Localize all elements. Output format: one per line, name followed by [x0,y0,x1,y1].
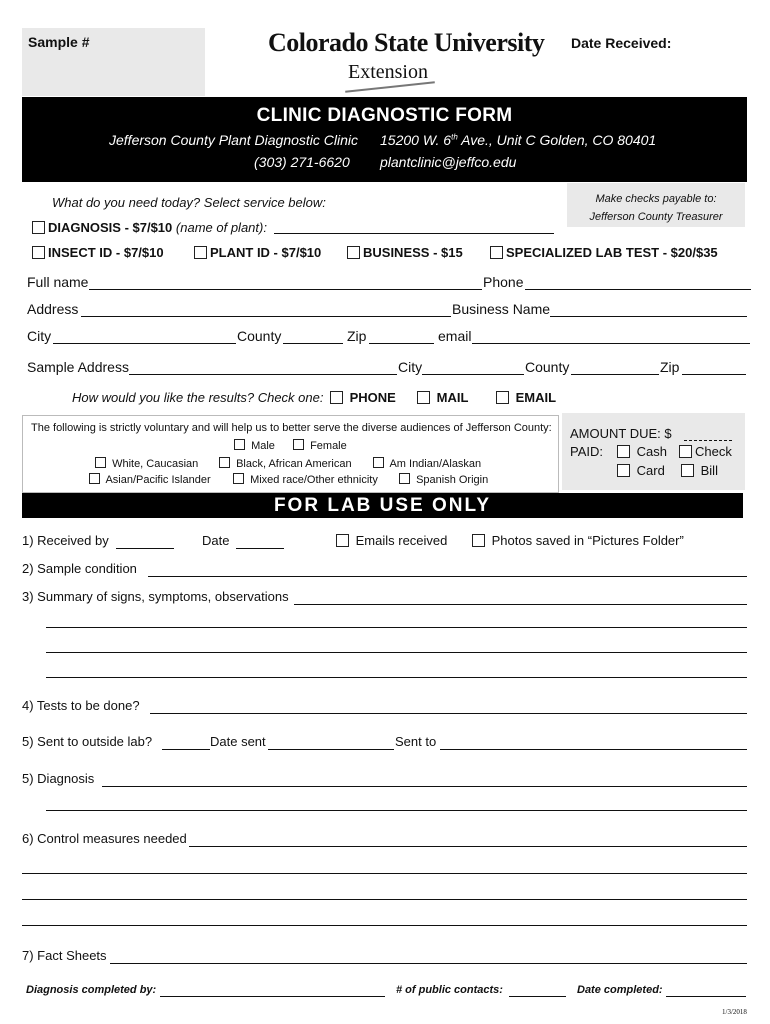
results-mail-checkbox[interactable] [417,391,430,404]
service-specialized-lab[interactable]: SPECIALIZED LAB TEST - $20/$35 [490,245,718,260]
sample-zip-field[interactable] [682,374,746,375]
business-name-field[interactable] [550,316,747,317]
photos-saved-checkbox[interactable] [472,534,485,547]
sample-zip-label: Zip [660,359,680,375]
results-phone-option[interactable]: PHONE [330,390,396,405]
black-checkbox[interactable] [219,457,230,468]
sent-outside-field[interactable] [162,749,210,750]
sent-to-label: Sent to [395,734,437,749]
sent-to-field[interactable] [440,749,747,750]
paid-check-option[interactable]: Check [679,444,732,459]
sample-city-field[interactable] [422,374,524,375]
clinic-phone: (303) 271-6620 [254,154,350,170]
service-prompt: What do you need today? Select service below: [52,195,326,210]
bill-checkbox[interactable] [681,464,694,477]
amount-due-label: AMOUNT DUE: $ [570,426,672,441]
diagnosis-checkbox[interactable] [32,221,45,234]
results-email-checkbox[interactable] [496,391,509,404]
business-name-label: Business Name [452,301,551,317]
spanish-checkbox[interactable] [399,473,410,484]
clinic-address: 15200 W. 6th Ave., Unit C Golden, CO 80401 [380,132,657,148]
public-contacts-field[interactable] [509,996,566,997]
male-checkbox[interactable] [234,439,245,450]
city-field[interactable] [53,343,236,344]
service-business[interactable]: BUSINESS - $15 [347,245,463,260]
specialized-lab-checkbox[interactable] [490,246,503,259]
photos-saved-option[interactable]: Photos saved in “Pictures Folder” [472,533,684,548]
lab-use-banner: FOR LAB USE ONLY [22,493,743,518]
check-checkbox[interactable] [679,445,692,458]
zip-label: Zip [347,328,367,344]
paid-card-option[interactable]: Card [617,463,665,478]
control-measures-line-2[interactable] [22,873,747,874]
checks-payable-line1: Make checks payable to: [595,193,717,205]
extension-logo: Extension [348,61,428,83]
completed-by-label: Diagnosis completed by: [26,984,157,996]
address-label: Address [27,301,79,317]
results-email-option[interactable]: EMAIL [496,390,556,405]
control-measures-line-4[interactable] [22,925,747,926]
amind-checkbox[interactable] [373,457,384,468]
demographics-box [22,415,559,493]
summary-field[interactable] [294,604,747,605]
full-name-label: Full name [27,274,89,290]
white-checkbox[interactable] [95,457,106,468]
received-by-field[interactable] [116,548,174,549]
public-contacts-label: # of public contacts: [396,984,503,996]
lab-date-label: Date [202,533,230,548]
results-phone-checkbox[interactable] [330,391,343,404]
ethnicity-amind-option[interactable]: Am Indian/Alaskan [373,457,481,470]
checks-payable-line2: Jefferson County Treasurer [589,211,723,223]
summary-line-4[interactable] [46,677,747,678]
summary-line-3[interactable] [46,652,747,653]
summary-line-2[interactable] [46,627,747,628]
control-measures-label: 6) Control measures needed [22,831,187,846]
emails-received-option[interactable]: Emails received [336,533,447,548]
ethnicity-black-option[interactable]: Black, African American [219,457,352,470]
summary-label: 3) Summary of signs, symptoms, observations [22,589,289,604]
female-checkbox[interactable] [293,439,304,450]
ethnicity-spanish-option[interactable]: Spanish Origin [399,473,488,486]
mixed-checkbox[interactable] [233,473,244,484]
revision-date: 1/3/2018 [722,1008,747,1016]
county-label: County [237,328,282,344]
amount-due-field[interactable] [684,440,732,441]
email-field[interactable] [472,343,750,344]
payment-box [562,413,745,490]
paid-cash-option[interactable]: Cash [617,444,667,459]
plant-name-field[interactable] [274,233,554,234]
tests-field[interactable] [150,713,747,714]
sample-condition-label: 2) Sample condition [22,561,137,576]
ethnicity-mixed-option[interactable]: Mixed race/Other ethnicity [233,473,378,486]
address-field[interactable] [81,316,451,317]
ethnicity-white-option[interactable]: White, Caucasian [95,457,198,470]
date-completed-label: Date completed: [577,984,663,996]
checks-payable-box [567,183,745,227]
cash-checkbox[interactable] [617,445,630,458]
email-label: email [438,328,472,344]
paid-bill-option[interactable]: Bill [681,463,718,478]
sample-number-box [22,28,205,96]
sample-county-field[interactable] [571,374,659,375]
phone-field[interactable] [525,289,751,290]
date-sent-field[interactable] [268,749,394,750]
gender-male-option[interactable]: Male [234,439,275,452]
date-sent-label: Date sent [210,734,266,749]
ethnicity-asian-option[interactable]: Asian/Pacific Islander [89,473,211,486]
sample-number-label: Sample # [28,34,90,50]
insect-id-checkbox[interactable] [32,246,45,259]
sample-city-label: City [398,359,423,375]
completed-by-field[interactable] [160,996,385,997]
service-plant-id[interactable]: PLANT ID - $7/$10 [194,245,321,260]
form-title: CLINIC DIAGNOSTIC FORM [256,105,513,126]
sample-county-label: County [525,359,570,375]
asian-checkbox[interactable] [89,473,100,484]
service-diagnosis[interactable]: DIAGNOSIS - $7/$10 (name of plant): [32,220,267,235]
sample-condition-field[interactable] [148,576,747,577]
diagnosis-field[interactable] [102,786,747,787]
sent-outside-label: 5) Sent to outside lab? [22,734,153,749]
fact-sheets-field[interactable] [110,963,747,964]
clinic-email: plantclinic@jeffco.edu [380,154,517,170]
lab-date-field[interactable] [236,548,284,549]
service-insect-id[interactable]: INSECT ID - $7/$10 [32,245,164,260]
business-checkbox[interactable] [347,246,360,259]
zip-field[interactable] [369,343,434,344]
plant-id-checkbox[interactable] [194,246,207,259]
full-name-field[interactable] [89,289,482,290]
form-banner [22,97,747,182]
gender-female-option[interactable]: Female [293,439,347,452]
phone-label: Phone [483,274,524,290]
tests-label: 4) Tests to be done? [22,698,140,713]
diagnosis-line-2[interactable] [46,810,747,811]
demographics-intro: The following is strictly voluntary and will help us to better serve the diverse audiences of Jefferson County: [31,422,552,434]
paid-label: PAID: [570,444,603,459]
date-received-label: Date Received: [571,35,672,51]
fact-sheets-label: 7) Fact Sheets [22,948,107,963]
card-checkbox[interactable] [617,464,630,477]
control-measures-line-3[interactable] [22,899,747,900]
received-by-label: 1) Received by [22,533,109,548]
results-mail-option[interactable]: MAIL [417,390,468,405]
county-field[interactable] [283,343,343,344]
sample-address-label: Sample Address [27,359,129,375]
city-label: City [27,328,52,344]
sample-address-field[interactable] [129,374,397,375]
control-measures-field[interactable] [189,846,747,847]
emails-received-checkbox[interactable] [336,534,349,547]
date-completed-field[interactable] [666,996,746,997]
diagnosis-label: 5) Diagnosis [22,771,95,786]
csu-logo-title: Colorado State University [268,28,545,57]
results-prompt: How would you like the results? Check one: [72,390,324,405]
clinic-name: Jefferson County Plant Diagnostic Clinic [109,132,359,148]
